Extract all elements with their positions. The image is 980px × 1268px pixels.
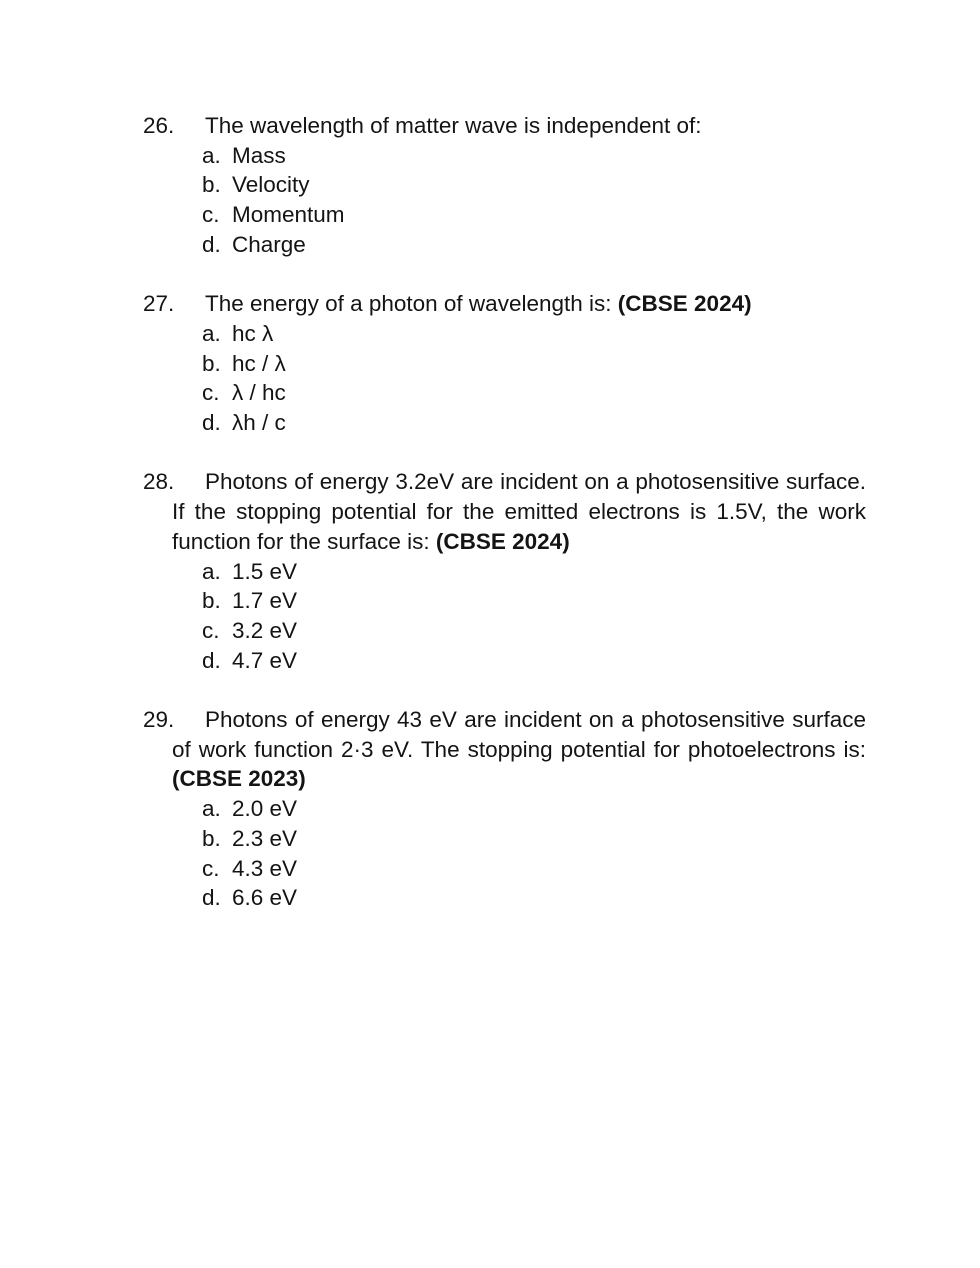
question-paragraph — [143, 467, 866, 556]
option-row — [202, 230, 866, 260]
options-list — [202, 794, 866, 913]
option-letter: d. — [202, 231, 221, 257]
option-row — [202, 646, 866, 676]
question-paragraph — [143, 111, 866, 141]
question-text: The wavelength of matter wave is independent of: — [205, 113, 702, 138]
option-text: Charge — [232, 231, 306, 257]
option-row — [202, 854, 866, 884]
question-28 — [143, 467, 866, 675]
option-row — [202, 824, 866, 854]
option-row — [202, 378, 866, 408]
option-text: 1.7 eV — [232, 588, 298, 614]
option-text: λ / hc — [232, 380, 286, 406]
question-citation: (CBSE 2024) — [435, 528, 570, 554]
option-text: Mass — [232, 142, 286, 168]
option-text: 6.6 eV — [232, 885, 298, 911]
option-row — [202, 200, 866, 230]
question-number: 26. — [143, 113, 175, 138]
option-row — [202, 794, 866, 824]
option-letter: c. — [202, 617, 220, 643]
option-row — [202, 141, 866, 171]
question-citation: (CBSE 2024) — [617, 291, 752, 317]
option-letter: a. — [202, 558, 221, 584]
option-row — [202, 319, 866, 349]
option-letter: c. — [202, 855, 220, 881]
option-row — [202, 586, 866, 616]
options-list — [202, 319, 866, 438]
question-29 — [143, 705, 866, 913]
option-letter: a. — [202, 796, 221, 822]
option-text: 2.0 eV — [232, 796, 298, 822]
option-text: 1.5 eV — [232, 558, 298, 584]
question-number: 27. — [143, 291, 175, 317]
question-number: 29. — [143, 707, 175, 733]
question-citation: (CBSE 2023) — [172, 766, 306, 792]
option-row — [202, 557, 866, 587]
option-letter: c. — [202, 380, 220, 406]
question-number: 28. — [143, 469, 175, 495]
question-text: Photons of energy 3.2eV are incident on a photosensitive surface. If the stopping potential for the emitted electrons is 1.5V, the work function for the surface is: — [172, 469, 866, 554]
question-text: Photons of energy 43 eV are incident on a photosensitive surface of work function 2·3 eV. The stopping potential for photoelectrons is: — [172, 707, 866, 762]
option-letter: d. — [202, 885, 221, 911]
question-26 — [143, 111, 866, 260]
option-letter: d. — [202, 647, 221, 673]
option-text: λh / c — [232, 410, 286, 436]
question-27 — [143, 289, 866, 438]
options-list — [202, 557, 866, 676]
option-text: Momentum — [232, 202, 345, 228]
option-letter: d. — [202, 410, 221, 436]
option-text: 2.3 eV — [232, 825, 298, 851]
option-row — [202, 408, 866, 438]
option-letter: c. — [202, 202, 220, 228]
option-row — [202, 170, 866, 200]
option-row — [202, 349, 866, 379]
option-text: 4.7 eV — [232, 647, 298, 673]
option-row — [202, 883, 866, 913]
option-text: hc / λ — [232, 350, 286, 376]
option-row — [202, 616, 866, 646]
option-text: 3.2 eV — [232, 617, 298, 643]
option-letter: b. — [202, 350, 221, 376]
question-paragraph — [143, 289, 866, 319]
option-letter: b. — [202, 588, 221, 614]
option-text: hc λ — [232, 320, 274, 346]
question-paragraph — [143, 705, 866, 794]
option-letter: a. — [202, 320, 221, 346]
option-text: Velocity — [232, 172, 310, 198]
option-letter: b. — [202, 172, 221, 198]
question-text: The energy of a photon of wavelength is: — [205, 291, 618, 317]
option-letter: a. — [202, 142, 221, 168]
option-text: 4.3 eV — [232, 855, 298, 881]
options-list — [202, 141, 866, 260]
option-letter: b. — [202, 825, 221, 851]
